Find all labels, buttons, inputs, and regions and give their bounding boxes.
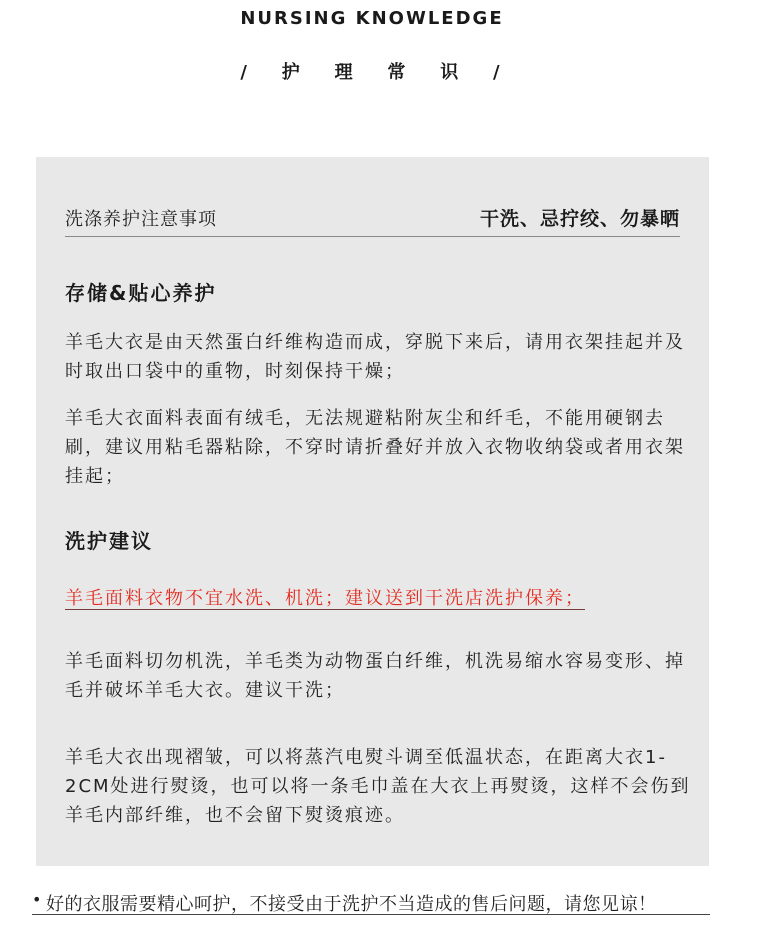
storage-paragraph-1: 羊毛大衣是由天然蛋白纤维构造而成，穿脱下来后，请用衣架挂起并及时取出口袋中的重物，时刻保持干燥； <box>65 332 685 382</box>
washing-paragraph-2: 羊毛大衣出现褶皱，可以将蒸汽电熨斗调至低温状态，在距离大衣1-2CM处进行熨烫，也可以将一条毛巾盖在大衣上再熨烫，这样不会伤到羊毛内部纤维，也不会留下熨烫痕迹。 <box>65 747 691 826</box>
footer-bullet: • <box>32 890 42 909</box>
storage-paragraph-2: 羊毛大衣面料表面有绒毛，无法规避粘附灰尘和纤毛，不能用硬钢去刷，建议用粘毛器粘除，不穿时请折叠好并放入衣物收纳袋或者用衣架挂起； <box>65 408 685 487</box>
washing-warning: 羊毛面料衣物不宜水洗、机洗；建议送到干洗店洗护保养； <box>65 588 585 609</box>
panel-header <box>65 201 680 237</box>
washing-paragraph-1: 羊毛面料切勿机洗，羊毛类为动物蛋白纤维，机洗易缩水容易变形、掉毛并破坏羊毛大衣。建议干洗； <box>65 651 685 701</box>
page-subtitle: / 护 理 常 识 / <box>240 62 504 83</box>
panel-header-summary: 干洗、忌拧绞、勿暴晒 <box>479 208 680 230</box>
page-title: NURSING KNOWLEDGE <box>240 8 504 29</box>
washing-section-title: 洗护建议 <box>65 529 153 553</box>
footer-notice-text: 好的衣服需要精心呵护，不接受由于洗护不当造成的售后问题，请您见谅！ <box>46 894 657 915</box>
footer-notice <box>32 889 710 915</box>
care-instructions-panel <box>36 157 709 866</box>
panel-header-label: 洗涤养护注意事项 <box>65 209 217 230</box>
storage-section-title: 存储&贴心养护 <box>65 281 217 305</box>
